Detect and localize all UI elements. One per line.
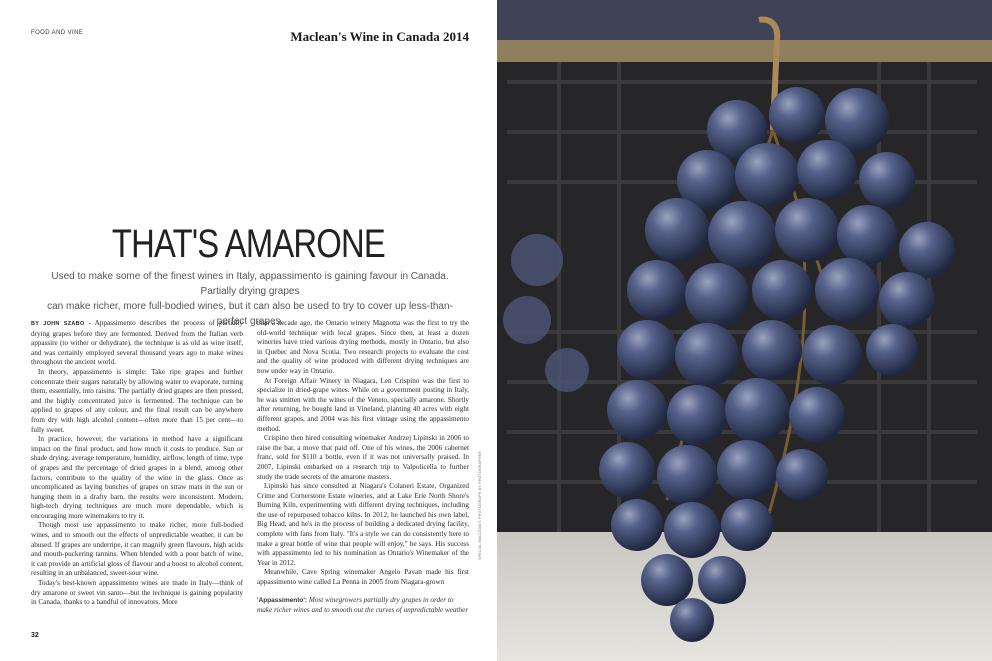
paragraph: Today's best-known appassimento wines are made in Italy—think of dry amarone or sweet vin santo—but the technique is gaining popularity in Canada, thanks to a handful of innovators. More: [31, 579, 243, 607]
paragraph: Meanwhile, Cave Spring winemaker Angelo Pavan made his first appassimento wine called La Penna in 2005 from Niagara-grown: [257, 568, 469, 587]
paragraph: In theory, appassimento is simple: Take ripe grapes and further concentrate their sugars naturally by allowing water to evaporate, turning them, essentially, into raisins. The partially dried grapes are then pressed, and the highly concentrated juice is fermented. The technique can be applied to grapes of any colour, and the final result can be anywhere from dry with high alcohol content—often more than 15 per cent—to fully sweet.: [31, 367, 243, 434]
paragraph: Though most use appassimento to make richer, more full-bodied wines, and to smooth out the effects of unpredictable weather, it can be abused. If grapes are underripe, it can magnify green flavours, high acids and mouth-puckering tannins. When blended with a poor batch of wine, it can provide an artificial gloss of flavour and a boost to alcohol content, resulting in an unbalanced, sweet-sour wine.: [31, 521, 243, 578]
grapes-photo: [497, 0, 992, 661]
caption-label: 'Appassimento':: [257, 597, 308, 604]
publication-title: Maclean's Wine in Canada 2014: [290, 29, 469, 44]
paragraph-text: - Appassimento describes the process of partially drying grapes before they are fermented. Derived from the Italian verb appassire (to wither or dehydrate), the technique is as old as wine itself, and was certainly employed several thousand years ago to make wines throughout the ancient world.: [31, 319, 243, 367]
byline: BY JOHN SZABO: [31, 321, 85, 327]
page-number: 32: [31, 632, 39, 639]
caption-text: Most winegrowers partially dry grapes in order to make richer wines and to smooth out the curves of unpredictable weather: [257, 596, 469, 614]
deck-line-2: can make richer, more full-bodied wines, but it can also be used to try to cover up less-than-perfect grapes.: [47, 301, 453, 327]
paragraph: At Foreign Affair Winery in Niagara, Len Crispino was the first to specialize in dried-grape wines. While on a government posting in Italy, he was smitten with the wines of the Veneto, specially amarone. Shortly after returning, he bought land in Vineland, planting 40 acres with eight different grapes, and 2004 was his first vintage using the appassimento method.: [257, 376, 469, 433]
body-column-1: [31, 319, 243, 608]
paragraph: Lipinski has since consulted at Niagara's Colaneri Estate, Organized Crime and Cornerstone Estate wineries, and at Lake Erie North Shore's Burning Kiln, experimenting with different drying techniques, including the use of repurposed tobacco kilns. In 2012, he launched his own label, Big Head, and he's in the process of building a dedicated drying facility, complete with fans from Italy. "It's a style we can do consistently here to make a great bottle of wine that people will enjoy," he says. His success with appassimento led to his nomination as Ontario's Winemaker of the Year in 2012.: [257, 482, 469, 567]
paragraph: than a decade ago, the Ontario winery Magnotta was the first to try the old-world technique with local grapes. Since then, at least a dozen wineries have tried various drying methods, mostly in Ontario, but also in Quebec and Nova Scotia. Two research projects to evaluate the cost and the quality of wine produced with different drying techniques are now under way in Ontario.: [257, 319, 469, 375]
paragraph: Crispino then hired consulting winemaker Andrzej Lipinski in 2006 to raise the bar, a move that paid off. One of his wines, the 2006 cabernet franc, sold for $110 a bottle, even if it was not universally praised. In 2007, Lipinski embarked on a research trip to Valpolicella to further study the trade secrets of the amarone masters.: [257, 434, 469, 481]
deck-line-1: Used to make some of the finest wines in Italy, appassimento is gaining favour in Canada. Partially drying grapes: [51, 271, 449, 297]
article-headline: THAT'S AMARONE: [111, 222, 385, 266]
paragraph: [31, 319, 243, 368]
right-page: [497, 0, 992, 661]
paragraph: In practice, however, the variations in method have a significant impact on the final product, and how much it costs to produce. Sun or shade drying, average temperature, humidity, airflow, length of time, type of grapes and the percentage of dried grapes in a blend, among other factors, contribute to the quality of the wine in the glass. Once as uncomplicated as laying bunches of grapes on straw mats in the sun or hanging them in a drafty barn, the results were inconsistent. Modern, high-tech drying techniques are much more dependable, which is encouraging more winemakers to try it.: [31, 435, 243, 520]
photo-credit: SPECIAL MACLEAN'S PHOTOGRAPH BY PHOTOGRAPHER: [478, 450, 482, 560]
photo-caption: [257, 596, 469, 615]
section-label: FOOD AND VINE: [31, 30, 84, 36]
body-column-2: [257, 319, 469, 588]
